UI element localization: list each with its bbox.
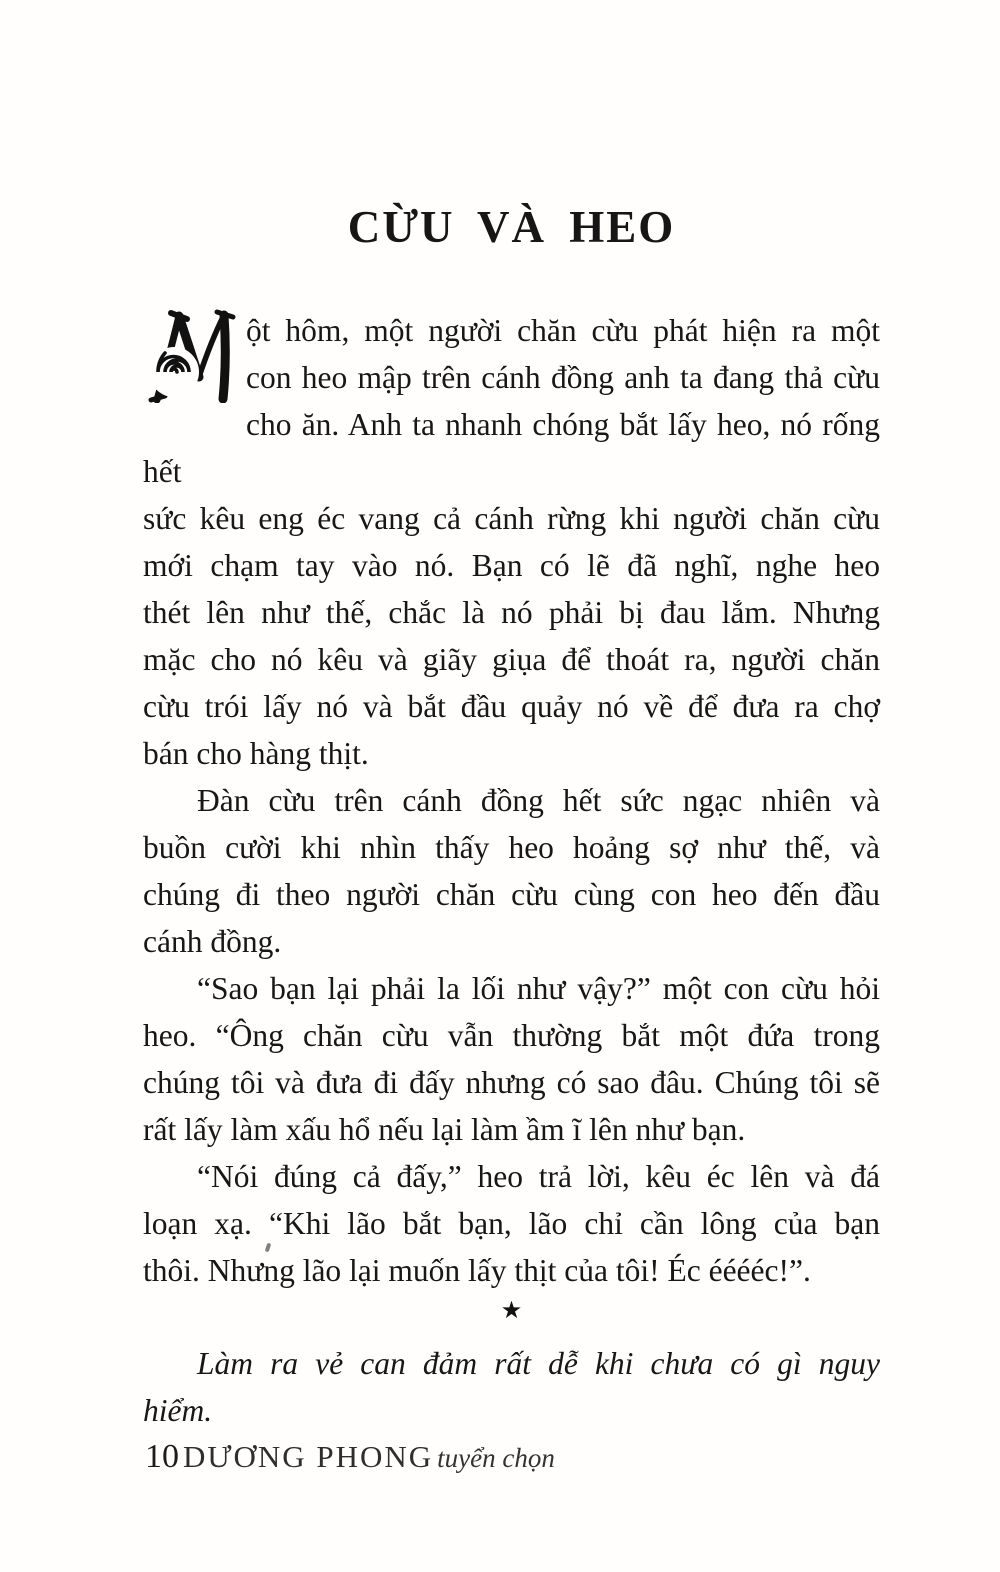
- text-line: thét lên như thế, chắc là nó phải bị đau lắm. Nhưng: [143, 595, 880, 630]
- text-line: cánh đồng.: [143, 924, 282, 959]
- drop-cap-ornate-m: [143, 309, 246, 403]
- paragraph-1: [143, 307, 880, 777]
- text-line: cừu trói lấy nó và bắt đầu quảy nó về để đưa ra chợ: [143, 689, 880, 724]
- footer-book-title: DƯƠNG PHONG: [183, 1439, 434, 1474]
- story-moral: [143, 1340, 880, 1434]
- text-line: hiểm.: [143, 1393, 213, 1428]
- paragraph-3: [143, 965, 880, 1153]
- text-line: bán cho hàng thịt.: [143, 736, 369, 771]
- text-line: “Nói đúng cả đấy,” heo trả lời, kêu éc lên và đá: [197, 1159, 880, 1194]
- text-line: ột hôm, một người chăn cừu phát hiện ra một: [246, 313, 880, 348]
- text-line: mới chạm tay vào nó. Bạn có lẽ đã nghĩ, nghe heo: [143, 548, 880, 583]
- story-title: CỪU VÀ HEO: [347, 202, 676, 252]
- text-line: “Sao bạn lại phải la lối như vậy?” một con cừu hỏi: [197, 971, 880, 1006]
- text-column: [143, 0, 880, 1434]
- footer-suffix: tuyển chọn: [437, 1443, 555, 1473]
- text-line: heo. “Ông chăn cừu vẫn thường bắt một đứa trong: [143, 1018, 880, 1053]
- text-line: loạn xạ. “Khi lão bắt bạn, lão chỉ cần lông của bạn: [143, 1206, 880, 1241]
- text-line: chúng tôi và đưa đi đấy nhưng có sao đâu. Chúng tôi sẽ: [143, 1065, 880, 1100]
- story-body: [143, 307, 880, 1294]
- text-line: Đàn cừu trên cánh đồng hết sức ngạc nhiên và: [197, 783, 880, 818]
- text-line: chúng đi theo người chăn cừu cùng con heo đến đầu: [143, 877, 880, 912]
- paragraph-2: [143, 777, 880, 965]
- text-line: thôi. Nhưng lão lại muốn lấy thịt của tôi! Éc ééééc!”.: [143, 1253, 811, 1288]
- page-footer: [145, 1438, 555, 1476]
- text-line: mặc cho nó kêu và giãy giụa để thoát ra, người chăn: [143, 642, 880, 677]
- text-line: cho ăn. Anh ta nhanh chóng bắt lấy heo, nó rống hết: [143, 407, 880, 489]
- text-line: rất lấy làm xấu hổ nếu lại làm ầm ĩ lên như bạn.: [143, 1112, 746, 1147]
- text-line: sức kêu eng éc vang cả cánh rừng khi người chăn cừu: [143, 501, 880, 536]
- text-line: con heo mập trên cánh đồng anh ta đang thả cừu: [246, 360, 880, 395]
- paragraph-4: [143, 1153, 880, 1294]
- star-separator-icon: ★: [500, 1298, 523, 1324]
- text-line: buồn cười khi nhìn thấy heo hoảng sợ như thế, và: [143, 830, 880, 865]
- text-line: Làm ra vẻ can đảm rất dễ khi chưa có gì nguy: [197, 1346, 880, 1381]
- page-number: 10: [145, 1438, 179, 1475]
